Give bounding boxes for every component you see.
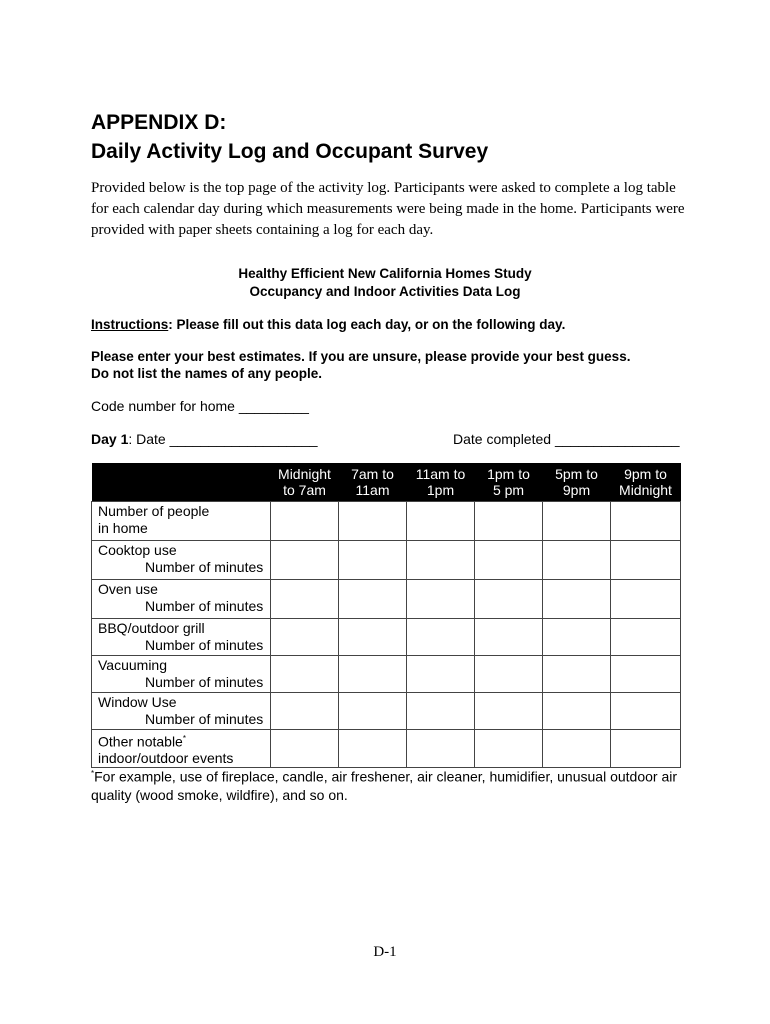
- entry-cell[interactable]: [407, 656, 475, 693]
- table-row: [92, 693, 681, 730]
- instructions-text: : Please fill out this data log each day, or on the following day.: [168, 317, 566, 332]
- estimate-line-1: Please enter your best estimates. If you are unsure, please provide your best guess.: [91, 349, 631, 364]
- row-label: Cooktop use Number of minutes: [92, 541, 271, 580]
- entry-cell[interactable]: [271, 619, 339, 656]
- entry-cell[interactable]: [271, 541, 339, 580]
- table-header-row: [92, 463, 681, 502]
- entry-cell[interactable]: [543, 541, 611, 580]
- date-completed-field[interactable]: Date completed ________________: [453, 431, 680, 447]
- entry-cell[interactable]: [271, 502, 339, 541]
- entry-cell[interactable]: [339, 580, 407, 619]
- entry-cell[interactable]: [339, 730, 407, 768]
- entry-cell[interactable]: [475, 693, 543, 730]
- table-row: [92, 502, 681, 541]
- page-title: Daily Activity Log and Occupant Survey: [91, 140, 489, 163]
- entry-cell[interactable]: [271, 580, 339, 619]
- entry-cell[interactable]: [611, 580, 681, 619]
- entry-cell[interactable]: [543, 656, 611, 693]
- table-row: [92, 619, 681, 656]
- column-header: Midnight to 7am: [271, 463, 339, 502]
- entry-cell[interactable]: [475, 580, 543, 619]
- entry-cell[interactable]: [271, 730, 339, 768]
- entry-cell[interactable]: [339, 541, 407, 580]
- day-date-blank: : Date ___________________: [128, 431, 318, 447]
- table-row: [92, 656, 681, 693]
- entry-cell[interactable]: [475, 502, 543, 541]
- estimate-line-2: Do not list the names of any people.: [91, 366, 323, 381]
- column-header: 1pm to 5 pm: [475, 463, 543, 502]
- entry-cell[interactable]: [543, 693, 611, 730]
- entry-cell[interactable]: [543, 730, 611, 768]
- entry-cell[interactable]: [339, 619, 407, 656]
- entry-cell[interactable]: [543, 580, 611, 619]
- entry-cell[interactable]: [543, 502, 611, 541]
- appendix-label: APPENDIX D:: [91, 111, 227, 134]
- column-header: 9pm to Midnight: [611, 463, 681, 502]
- row-label: BBQ/outdoor grill Number of minutes: [92, 619, 271, 656]
- form-title-study: Healthy Efficient New California Homes Study: [238, 266, 532, 281]
- entry-cell[interactable]: [339, 656, 407, 693]
- entry-cell[interactable]: [271, 693, 339, 730]
- table-row: [92, 580, 681, 619]
- intro-paragraph: Provided below is the top page of the activity log. Participants were asked to complete a log table for each calendar day during which measurements were being made in the home. Participants were provided with paper sheets containing a log for each day.: [91, 180, 685, 238]
- row-label: Oven use Number of minutes: [92, 580, 271, 619]
- instructions-label: Instructions: [91, 317, 169, 332]
- footnote-mark: *: [91, 769, 95, 778]
- entry-cell[interactable]: [543, 619, 611, 656]
- activity-log-table: [91, 463, 681, 768]
- entry-cell[interactable]: [407, 541, 475, 580]
- form-title-log: Occupancy and Indoor Activities Data Log: [249, 284, 521, 299]
- entry-cell[interactable]: [407, 502, 475, 541]
- entry-cell[interactable]: [611, 619, 681, 656]
- row-label: Window Use Number of minutes: [92, 693, 271, 730]
- entry-cell[interactable]: [407, 619, 475, 656]
- entry-cell[interactable]: [475, 619, 543, 656]
- page-number: D-1: [373, 944, 397, 960]
- entry-cell[interactable]: [271, 656, 339, 693]
- row-label: Number of people in home: [92, 502, 271, 541]
- day-date-field[interactable]: [91, 431, 318, 447]
- entry-cell[interactable]: [339, 502, 407, 541]
- entry-cell[interactable]: [611, 541, 681, 580]
- entry-cell[interactable]: [611, 730, 681, 768]
- row-label: Vacuuming Number of minutes: [92, 656, 271, 693]
- code-number-field[interactable]: Code number for home _________: [91, 398, 309, 414]
- header-blank: [92, 463, 271, 502]
- entry-cell[interactable]: [407, 730, 475, 768]
- entry-cell[interactable]: [339, 693, 407, 730]
- footnote: [91, 765, 691, 804]
- entry-cell[interactable]: [475, 656, 543, 693]
- table-row: [92, 730, 681, 768]
- column-header: 7am to 11am: [339, 463, 407, 502]
- entry-cell[interactable]: [611, 502, 681, 541]
- table-row: [92, 541, 681, 580]
- day-label: Day 1: [91, 431, 129, 447]
- entry-cell[interactable]: [475, 730, 543, 768]
- entry-cell[interactable]: [407, 580, 475, 619]
- row-label: Other notable* indoor/outdoor events: [92, 730, 271, 768]
- instructions-line: [91, 317, 565, 332]
- column-header: 11am to 1pm: [407, 463, 475, 502]
- entry-cell[interactable]: [407, 693, 475, 730]
- entry-cell[interactable]: [611, 693, 681, 730]
- entry-cell[interactable]: [475, 541, 543, 580]
- column-header: 5pm to 9pm: [543, 463, 611, 502]
- footnote-text: For example, use of fireplace, candle, air freshener, air cleaner, humidifier, unusual outdoor air quality (wood smoke, wildfire), and so on.: [91, 768, 677, 803]
- entry-cell[interactable]: [611, 656, 681, 693]
